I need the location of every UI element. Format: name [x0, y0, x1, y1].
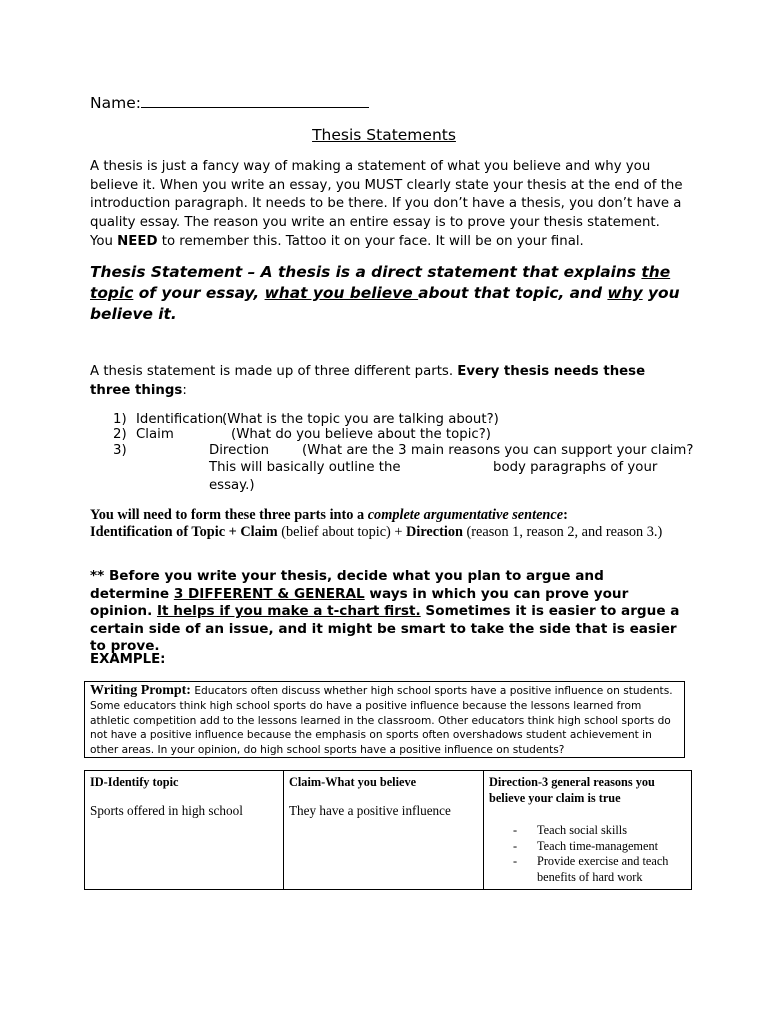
part-1-term: Identification — [136, 412, 224, 427]
intro-need: NEED — [117, 233, 158, 249]
definition-end: you believe it. — [90, 283, 680, 323]
formula-block — [90, 507, 690, 541]
formula-colon: : — [563, 507, 568, 523]
formula-direction: Direction — [406, 524, 463, 540]
parts-intro-bold: Every thesis needs these three things — [90, 364, 646, 398]
reason-2: Teach time-management — [537, 838, 659, 853]
part-3-cont-a: This will basically outline the — [209, 460, 401, 475]
part-2-num: 2) — [113, 427, 127, 442]
part-2-desc: (What do you believe about the topic?) — [231, 427, 491, 442]
example-table — [84, 770, 692, 890]
name-blank-line — [141, 92, 369, 108]
formula-complete-sentence: complete argumentative sentence — [367, 507, 564, 523]
part-3-cont-b: body paragraphs of your — [493, 460, 658, 475]
advice-text-a: ** Before you write your thesis, decide what you plan to argue and determine — [90, 568, 604, 602]
table-claim: They have a positive influence — [289, 803, 451, 818]
formula-belief: (belief about topic) + — [277, 524, 407, 540]
table-header-id: ID-Identify topic — [90, 775, 179, 789]
formula-line-1 — [90, 507, 690, 524]
parts-intro-text: A thesis statement is made up of three different parts. — [90, 364, 458, 379]
intro-paragraph — [90, 158, 684, 252]
thesis-definition — [90, 262, 685, 324]
page-title: Thesis Statements — [312, 126, 456, 144]
id-cell — [85, 771, 284, 890]
table-header-direction: Direction-3 general reasons you believe your claim is true — [489, 775, 655, 805]
parts-intro — [90, 363, 680, 400]
definition-why: why — [607, 283, 643, 302]
definition-the-topic: the topic — [90, 263, 671, 302]
direction-cell — [484, 771, 692, 890]
advice-paragraph — [90, 568, 680, 656]
part-3-desc: (What are the 3 main reasons you can support your claim? — [302, 443, 694, 458]
list-dash: - — [513, 823, 518, 837]
writing-prompt-box — [84, 681, 685, 758]
definition-about: about that topic, and — [418, 283, 608, 302]
parts-intro-colon: : — [182, 382, 187, 398]
part-1-desc: (What is the topic you are talking about?) — [222, 412, 499, 427]
formula-id-claim: Identification of Topic + Claim — [90, 524, 278, 540]
formula-reasons: (reason 1, reason 2, and reason 3.) — [462, 524, 663, 540]
table-header-claim: Claim-What you believe — [289, 775, 417, 789]
list-dash: - — [513, 854, 518, 868]
definition-of-essay: of your essay, — [133, 283, 265, 302]
reason-1: Teach social skills — [537, 823, 627, 837]
part-3-term: Direction — [209, 443, 270, 458]
name-field — [90, 92, 369, 113]
advice-three-ways: 3 DIFFERENT & GENERAL — [173, 585, 365, 602]
definition-lead: Thesis Statement – A thesis is a direct statement that explains — [90, 263, 642, 281]
list-dash: - — [513, 838, 518, 853]
reasons-list — [489, 823, 686, 885]
list-item — [489, 854, 686, 885]
claim-cell — [284, 771, 484, 890]
definition-what-believe: what you believe — [264, 283, 419, 302]
table-row — [85, 771, 692, 890]
list-item — [489, 839, 686, 855]
part-1-num: 1) — [113, 412, 127, 427]
page-title-container — [0, 124, 768, 146]
intro-text-2: to remember this. Tattoo it on your face. It will be on your final. — [157, 233, 584, 249]
advice-text-e: Sometimes it is easier to argue a certain side of an issue, and it might be smart to take the side that is easier to prove. — [90, 603, 680, 655]
part-2-term: Claim — [136, 427, 174, 442]
example-label: EXAMPLE: — [90, 652, 166, 667]
parts-list — [0, 411, 768, 491]
advice-tchart: It helps if you make a t-chart first. — [156, 603, 421, 620]
writing-prompt-text — [90, 684, 679, 758]
writing-prompt-label: Writing Prompt: — [90, 683, 191, 698]
formula-intro: You will need to form these three parts into a — [90, 507, 368, 523]
reason-3: Provide exercise and teach benefits of hard work — [537, 854, 669, 884]
table-topic: Sports offered in high school — [90, 803, 243, 818]
name-label: Name: — [90, 94, 141, 112]
part-3-num: 3) — [113, 443, 127, 458]
intro-text-1: A thesis is just a fancy way of making a statement of what you believe and why you believe it. When you write an essay, you MUST clearly state your thesis at the end of the introduction paragraph. It needs to be there. If you don’t have a thesis, you don’t have a quality essay. The reason you write an entire essay is to prove your thesis statement. You — [90, 159, 683, 249]
writing-prompt-body: Educators often discuss whether high school sports have a positive influence on students. Some educators think high school sports do have a positive influence because the lessons learned from athletic competition add to the lessons learned in the classroom. Other educators think high school sports do not have a positive influence because the emphasis on sports often overshadows student achievement in other areas. In your opinion, do high school sports have a positive influence on students? — [90, 685, 673, 757]
part-3-cont-2: essay.) — [209, 478, 255, 493]
list-item — [489, 823, 686, 839]
advice-text-c: ways in which you can prove your opinion. — [90, 585, 629, 620]
formula-line-2 — [90, 524, 690, 541]
